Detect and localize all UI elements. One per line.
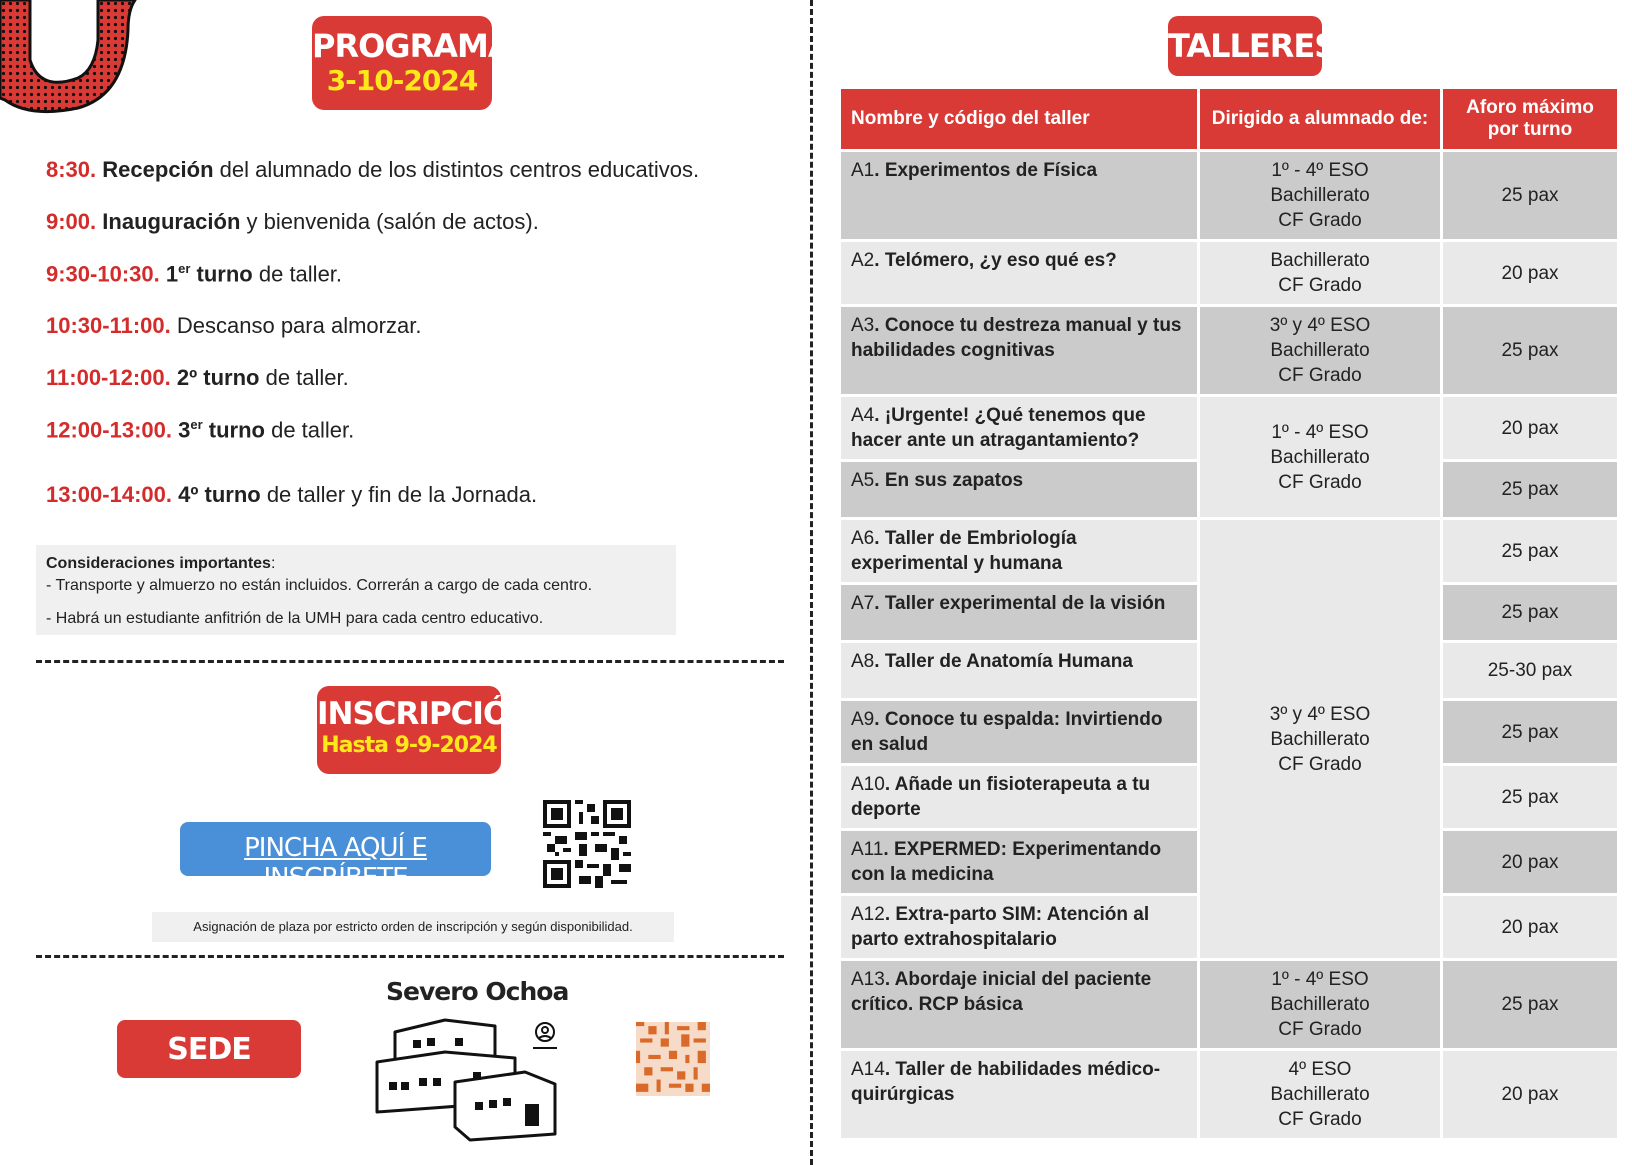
workshop-capacity: 25 pax [1443, 766, 1617, 828]
workshop-name: Taller de Anatomía Humana [884, 651, 1133, 672]
horizontal-divider [36, 955, 784, 958]
workshop-name: Abordaje inicial del paciente crítico. RCP básica [851, 969, 1152, 1015]
workshop-capacity: 20 pax [1443, 1051, 1617, 1138]
considerations-box: Consideraciones importantes: - Transporte y almuerzo no están incluidos. Correrán a cargo de cada centro. - Habrá un estudiante anfitrión de la UMH para cada centro educativo. [36, 545, 676, 635]
workshop-name: EXPERMED: Experimentando con la medicina [851, 839, 1162, 885]
workshop-capacity: 25 pax [1443, 152, 1617, 239]
workshop-capacity: 20 pax [1443, 242, 1617, 304]
building-illustration [375, 1012, 575, 1142]
building-name: Severo Ochoa [386, 977, 569, 1006]
workshop-name: En sus zapatos [884, 470, 1024, 491]
workshop-name: Taller de Embriología experimental y humana [851, 528, 1077, 574]
programa-title: PROGRAMA [312, 27, 512, 65]
workshop-capacity: 25 pax [1443, 462, 1617, 517]
workshop-name: ¡Urgente! ¿Qué tenemos que hacer ante un atragantamiento? [851, 405, 1146, 451]
workshop-name: Añade un fisioterapeuta a tu deporte [851, 774, 1151, 820]
workshop-code: A5 [851, 470, 875, 491]
programa-header [312, 16, 512, 110]
workshops-table [838, 86, 1620, 1141]
workshop-code: A1 [851, 160, 875, 181]
considerations-title: Consideraciones importantes [46, 555, 271, 572]
workshop-capacity: 25 pax [1443, 961, 1617, 1048]
column-header: Aforo máximo por turno [1443, 89, 1617, 149]
schedule-item: 9:30-10:30. 1er turno de taller. [46, 261, 343, 287]
workshop-capacity: 25-30 pax [1443, 643, 1617, 698]
sede-label: SEDE [117, 1020, 301, 1078]
inscripcion-deadline: Hasta 9-9-2024 [321, 733, 497, 758]
workshop-code: A6 [851, 528, 875, 549]
assignment-note: Asignación de plaza por estricto orden de inscripción y según disponibilidad. [152, 912, 674, 942]
workshop-capacity: 20 pax [1443, 896, 1617, 958]
workshop-name: Taller de habilidades médico-quirúrgicas [851, 1059, 1161, 1105]
workshop-code: A9 [851, 709, 875, 730]
workshop-code: A2 [851, 250, 875, 271]
talleres-header: TALLERES [1168, 16, 1322, 76]
table-row: A13. Abordaje inicial del paciente crítico. RCP básica 1º - 4º ESO Bachillerato CF Grado 25 pax [841, 961, 1617, 1048]
workshop-code: A12 [851, 904, 885, 925]
schedule-item: 12:00-13:00. 3er turno de taller. [46, 417, 355, 443]
schedule-item: 10:30-11:00. Descanso para almorzar. [46, 313, 422, 338]
workshop-capacity: 25 pax [1443, 307, 1617, 394]
schedule-item: 13:00-14:00. 4º turno de taller y fin de la Jornada. [46, 482, 538, 507]
workshop-capacity: 20 pax [1443, 397, 1617, 459]
workshop-name: Experimentos de Física [884, 160, 1098, 181]
workshop-code: A7 [851, 593, 875, 614]
workshop-capacity: 25 pax [1443, 585, 1617, 640]
table-row: A3. Conoce tu destreza manual y tus habilidades cognitivas 3º y 4º ESO Bachillerato CF Grado 25 pax [841, 307, 1617, 394]
workshop-capacity: 25 pax [1443, 701, 1617, 763]
qr-code[interactable] [543, 800, 631, 888]
signup-link-label[interactable]: PINCHA AQUÍ E INSCRÍBETE [244, 833, 427, 893]
consideration-item: - Habrá un estudiante anfitrión de la UMH para cada centro educativo. [46, 610, 544, 627]
workshop-code: A13 [851, 969, 885, 990]
inscripcion-header [317, 686, 534, 774]
workshop-capacity: 20 pax [1443, 831, 1617, 893]
umh-logo [0, 0, 140, 115]
table-row: A7. Taller experimental de la visión 25 pax [841, 585, 1617, 640]
workshop-name: Conoce tu espalda: Invirtiendo en salud [851, 709, 1163, 755]
workshop-code: A4 [851, 405, 875, 426]
location-qr-code[interactable] [636, 1022, 710, 1096]
table-row: A11. EXPERMED: Experimentando con la medicina 20 pax [841, 831, 1617, 893]
workshop-name: Extra-parto SIM: Atención al parto extrahospitalario [851, 904, 1150, 950]
workshop-code: A14 [851, 1059, 885, 1080]
workshop-name: Conoce tu destreza manual y tus habilidades cognitivas [851, 315, 1182, 361]
workshop-code: A8 [851, 651, 875, 672]
consideration-item: - Transporte y almuerzo no están incluidos. Correrán a cargo de cada centro. [46, 577, 593, 594]
column-header: Nombre y código del taller [841, 89, 1197, 149]
workshop-code: A11 [851, 839, 884, 860]
inscripcion-title: INSCRIPCIÓN [317, 696, 534, 732]
table-row: A5. En sus zapatos 25 pax [841, 462, 1617, 517]
signup-link-button[interactable] [180, 822, 491, 893]
table-row: A10. Añade un fisioterapeuta a tu deporte 25 pax [841, 766, 1617, 828]
workshop-code: A10 [851, 774, 885, 795]
schedule-item: 11:00-12:00. 2º turno de taller. [46, 365, 349, 390]
table-row: A6. Taller de Embriología experimental y humana 3º y 4º ESO Bachillerato CF Grado 25 pax [841, 520, 1617, 582]
workshop-name: Telómero, ¿y eso qué es? [884, 250, 1117, 271]
horizontal-divider [36, 660, 784, 663]
workshop-code: A3 [851, 315, 875, 336]
programa-date: 3-10-2024 [326, 64, 478, 97]
table-row: A12. Extra-parto SIM: Atención al parto extrahospitalario 20 pax [841, 896, 1617, 958]
workshop-name: Taller experimental de la visión [884, 593, 1166, 614]
table-row: A4. ¡Urgente! ¿Qué tenemos que hacer ante un atragantamiento? 1º - 4º ESO Bachillerato CF Grado 20 pax [841, 397, 1617, 459]
table-row: A9. Conoce tu espalda: Invirtiendo en salud 25 pax [841, 701, 1617, 763]
workshop-capacity: 25 pax [1443, 520, 1617, 582]
table-row: A8. Taller de Anatomía Humana 25-30 pax [841, 643, 1617, 698]
schedule-item: 8:30. Recepción del alumnado de los distintos centros educativos. [46, 157, 700, 182]
table-row: A1. Experimentos de Física 1º - 4º ESO Bachillerato CF Grado 25 pax [841, 152, 1617, 239]
table-row: A2. Telómero, ¿y eso qué es? Bachillerato CF Grado 20 pax [841, 242, 1617, 304]
column-header: Dirigido a alumnado de: [1200, 89, 1440, 149]
table-row: A14. Taller de habilidades médico-quirúrgicas 4º ESO Bachillerato CF Grado 20 pax [841, 1051, 1617, 1138]
schedule-item: 9:00. Inauguración y bienvenida (salón de actos). [46, 209, 539, 234]
vertical-divider [810, 0, 813, 1165]
